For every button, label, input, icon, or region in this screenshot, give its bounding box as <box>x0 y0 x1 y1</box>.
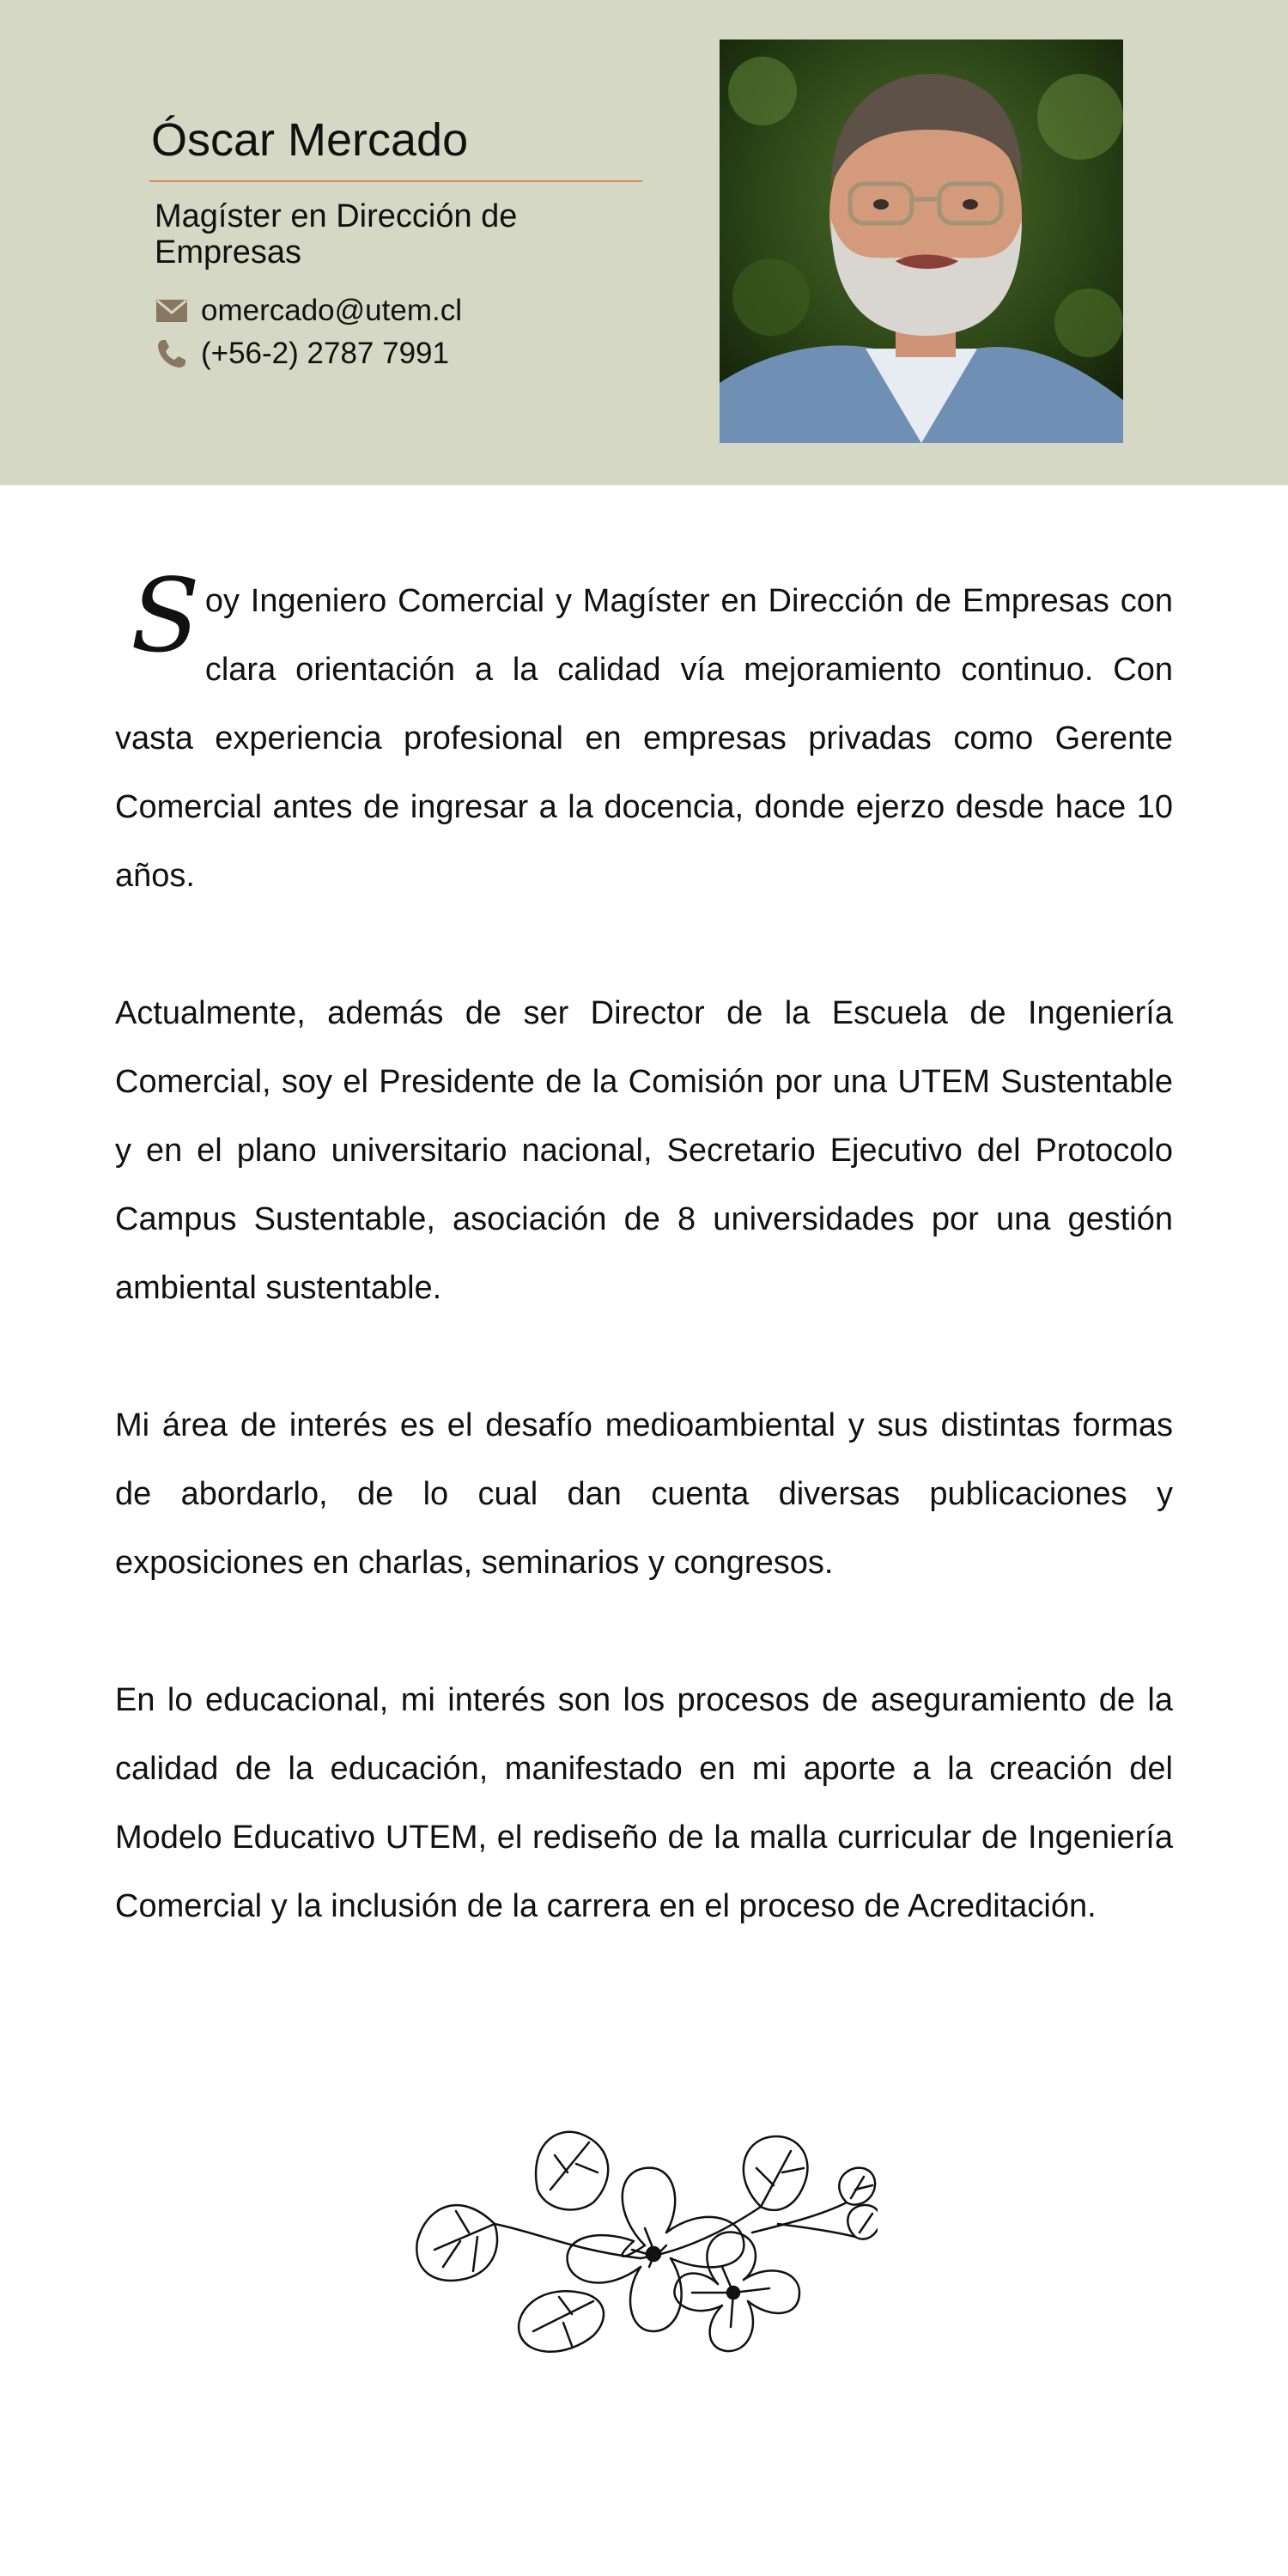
phone-text[interactable]: (+56-2) 2787 7991 <box>201 337 449 370</box>
flower-illustration-icon <box>409 2121 878 2387</box>
drop-cap: S <box>131 556 200 675</box>
phone-row <box>155 335 449 373</box>
phone-icon <box>155 337 189 371</box>
bio-paragraph-2: Actualmente, además de ser Director de la Escuela de Ingeniería Comercial, soy el Presidente de la Comisión por una UTEM Sustentable y en el plano universitario nacional, Secretario Ejecutivo del Protocolo Campus Sustentable, asociación de 8 universidades por una gestión ambiental sustentable. <box>115 995 1173 1306</box>
bio-paragraph-3: Mi área de interés es el desafío medioambiental y sus distintas formas de abordarlo, de lo cual dan cuenta diversas publicaciones y exposiciones en charlas, seminarios y congresos. <box>115 1407 1173 1581</box>
bio-paragraph-1 <box>115 556 1173 910</box>
envelope-icon <box>155 294 189 328</box>
bio-paragraph-1-text: oy Ingeniero Comercial y Magíster en Dirección de Empresas con clara orientación a la calidad vía mejoramiento continuo. Con vasta experiencia profesional en empresas privadas como Gerente Comercial antes de ingresar a la docencia, donde ejerzo desde hace 10 años. <box>115 583 1173 894</box>
bio-paragraph-4: En lo educacional, mi interés son los procesos de aseguramiento de la calidad de la educación, manifestado en mi aporte a la creación del Modelo Educativo UTEM, el rediseño de la malla curricular de Ingeniería Comercial y la inclusión de la carrera en el proceso de Acreditación. <box>115 1682 1173 1924</box>
profile-degree: Magíster en Dirección de Empresas <box>155 198 518 270</box>
bio-section <box>115 556 1173 2009</box>
email-row <box>155 292 462 330</box>
profile-header <box>0 0 1288 485</box>
name-divider <box>149 180 642 182</box>
email-text[interactable]: omercado@utem.cl <box>201 294 462 327</box>
profile-photo <box>720 39 1123 443</box>
profile-name: Óscar Mercado <box>151 114 469 166</box>
